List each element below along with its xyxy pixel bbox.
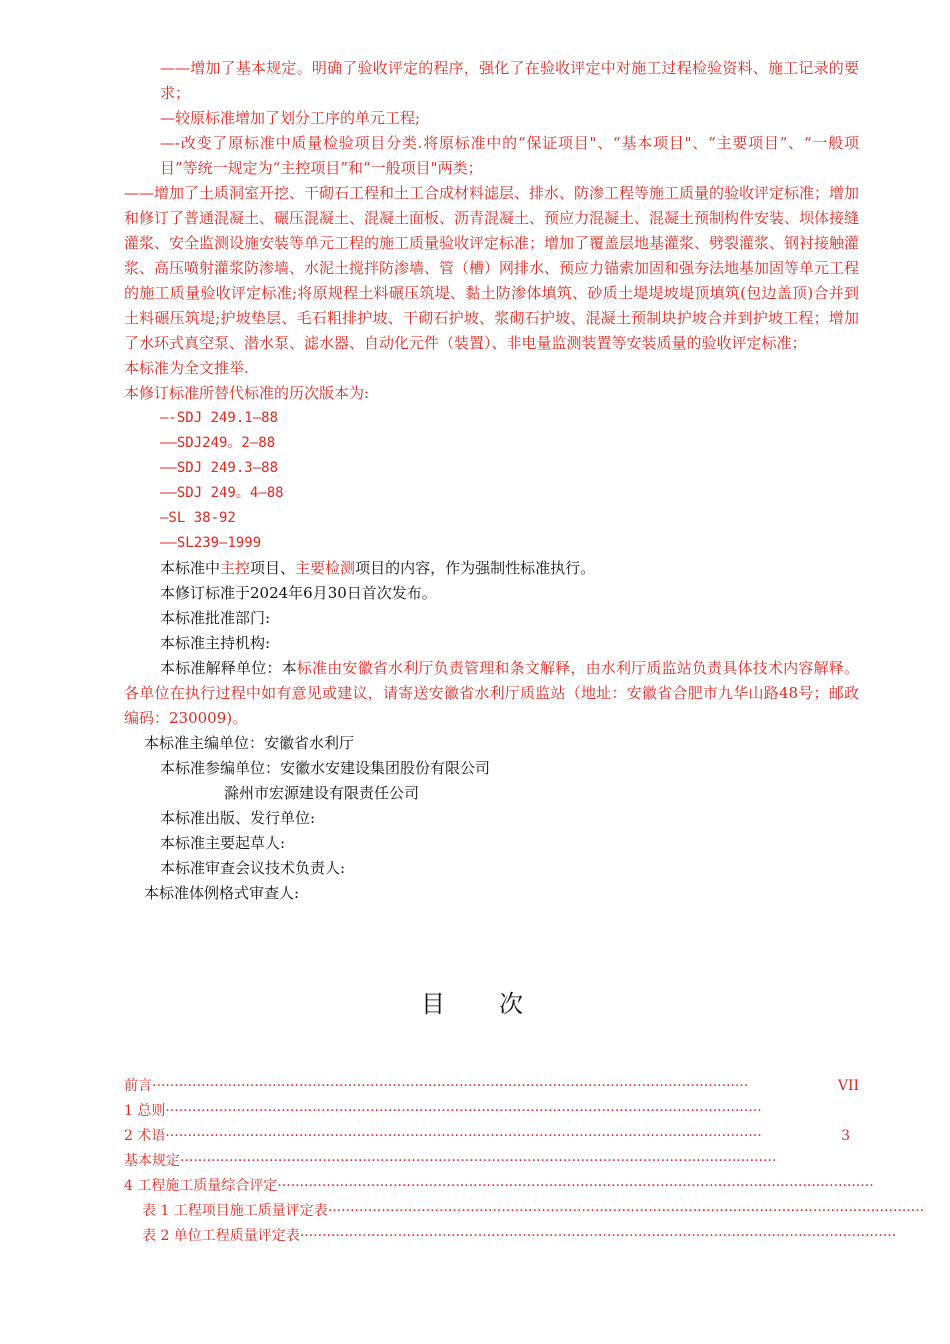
toc-dots: ······································································································································ <box>180 1153 777 1169</box>
toc-dots: ······································································································································ <box>277 1178 874 1194</box>
version-item: ——SDJ249。2—88 <box>160 435 276 451</box>
toc-dots: ······································································································································ <box>165 1103 762 1119</box>
toc-title-char: 目 <box>421 990 451 1018</box>
table-of-contents <box>124 1074 925 1249</box>
toc-entry[interactable] <box>124 1149 828 1174</box>
mandatory-text: 项目、 <box>250 559 296 577</box>
host-org: 本标准主持机构: <box>160 634 271 652</box>
preface-body <box>124 56 859 906</box>
toc-label: 前言 <box>124 1078 152 1094</box>
mandatory-note <box>124 556 859 581</box>
publish-unit: 本标准出版、发行单位: <box>160 809 316 827</box>
toc-page: 3 <box>841 1128 850 1144</box>
toc-label: 2 术语 <box>124 1128 166 1144</box>
partic-unit: 本标准参编单位：安徽水安建设集团股份有限公司 <box>160 759 491 777</box>
mandatory-highlight: 主要检测 <box>295 559 356 577</box>
version-item: ——SDJ 249。4—88 <box>160 485 284 501</box>
preface-para-2: —较原标准增加了划分工序的单元工程; <box>160 109 421 127</box>
preface-para-5: 本标准为全文推举. <box>124 359 249 377</box>
toc-label: 表 1 工程项目施工质量评定表 <box>142 1203 328 1219</box>
toc-entry[interactable] <box>124 1074 859 1099</box>
mandatory-highlight: 主控 <box>220 559 251 577</box>
toc-title-char: 次 <box>499 990 529 1018</box>
preface-para-4: ——增加了土质洞室开挖、干砌石工程和土工合成材料滤层、排水、防渗工程等施工质量的验收评定标准；增加和修订了普通混凝土、碾压混凝土、混凝土面板、沥青混凝土、预应力混凝土、混凝土预制构件安装、坝体接缝灌浆、安全监测设施安装等单元工程的施工质量验收评定标准；增加了覆盖层地基灌浆、劈裂灌浆、钢衬接触灌浆、高压喷射灌浆防渗墙、水泥土搅拌防渗墙、管（槽）网排水、预应力锚索加固和强夯法地基加固等单元工程的施工质量验收评定标准;将原规程土料碾压筑堤、黏土防渗体填筑、砂质土堤堤坡堤顶填筑(包边盖顶)合并到土料碾压筑堤;护坡垫层、毛石粗排护坡、干砌石护坡、浆砌石护坡、混凝土预制块护坡合并到护坡工程；增加了水环式真空泵、潜水泵、滤水器、自动化元件（装置）、非电量监测装置等安装质量的验收评定标准； <box>124 184 860 352</box>
preface-para-1: ——增加了基本规定。明确了验收评定的程序，强化了在验收评定中对施工过程检验资料、施工记录的要求； <box>160 59 859 102</box>
toc-label: 1 总则 <box>124 1103 166 1119</box>
toc-title <box>0 984 950 1019</box>
version-item: —-SDJ 249.1—88 <box>160 410 279 426</box>
approve-dept: 本标准批准部门: <box>160 609 271 627</box>
toc-dots: ······································································································································ <box>327 1203 925 1219</box>
partic-unit-2: 滁州市宏源建设有限责任公司 <box>224 784 420 802</box>
interp-text: 标准由安徽省水利厅负责管理和条文解释，由水利厅质监站负责具体技术内容解释。各单位在执行过程中如有意见或建议，请寄送安徽省水利厅质监站（地址：安徽省合肥市九华山路48号；邮政编码：230009)。 <box>124 659 859 727</box>
preface-para-6: 本修订标准所替代标准的历次版本为: <box>124 384 370 402</box>
mandatory-text: 本标准中 <box>160 559 221 577</box>
chief-unit: 本标准主编单位：安徽省水利厅 <box>144 734 355 752</box>
toc-label: 4 工程施工质量综合评定 <box>124 1178 278 1194</box>
drafter: 本标准主要起草人: <box>160 834 286 852</box>
interp-label: 本标准解释单位：本 <box>160 659 297 677</box>
version-item: ——SDJ 249.3—88 <box>160 460 279 476</box>
version-item: —SL 38-92 <box>160 510 236 526</box>
toc-entry[interactable] <box>124 1224 897 1249</box>
toc-entry[interactable] <box>124 1099 840 1124</box>
toc-dots: ······································································································································ <box>165 1128 762 1144</box>
review-lead: 本标准审查会议技术负责人: <box>160 859 346 877</box>
toc-dots: ······································································································································ <box>299 1228 897 1244</box>
toc-entry[interactable] <box>124 1199 925 1224</box>
format-reviewer: 本标准体例格式审查人: <box>144 884 300 902</box>
release-date: 本修订标准于2024年6月30日首次发布。 <box>160 584 437 602</box>
preface-para-3: —-改变了原标准中质量检验项目分类.将原标准中的“保证项目"、“基本项目"、“主要项目”、“一般项目”等统一规定为“主控项目”和“一般项目"两类； <box>160 134 859 177</box>
toc-entry[interactable] <box>124 1174 874 1199</box>
toc-entry[interactable] <box>124 1124 850 1149</box>
toc-label: 表 2 单位工程质量评定表 <box>142 1228 300 1244</box>
toc-page: VII <box>837 1078 859 1094</box>
toc-dots: ······································································································································ <box>152 1078 749 1094</box>
interp-unit <box>124 656 859 731</box>
toc-label: 基本规定 <box>124 1153 180 1169</box>
mandatory-text: 项目的内容，作为强制性标准执行。 <box>355 559 596 577</box>
version-item: ——SL239—1999 <box>160 535 262 551</box>
